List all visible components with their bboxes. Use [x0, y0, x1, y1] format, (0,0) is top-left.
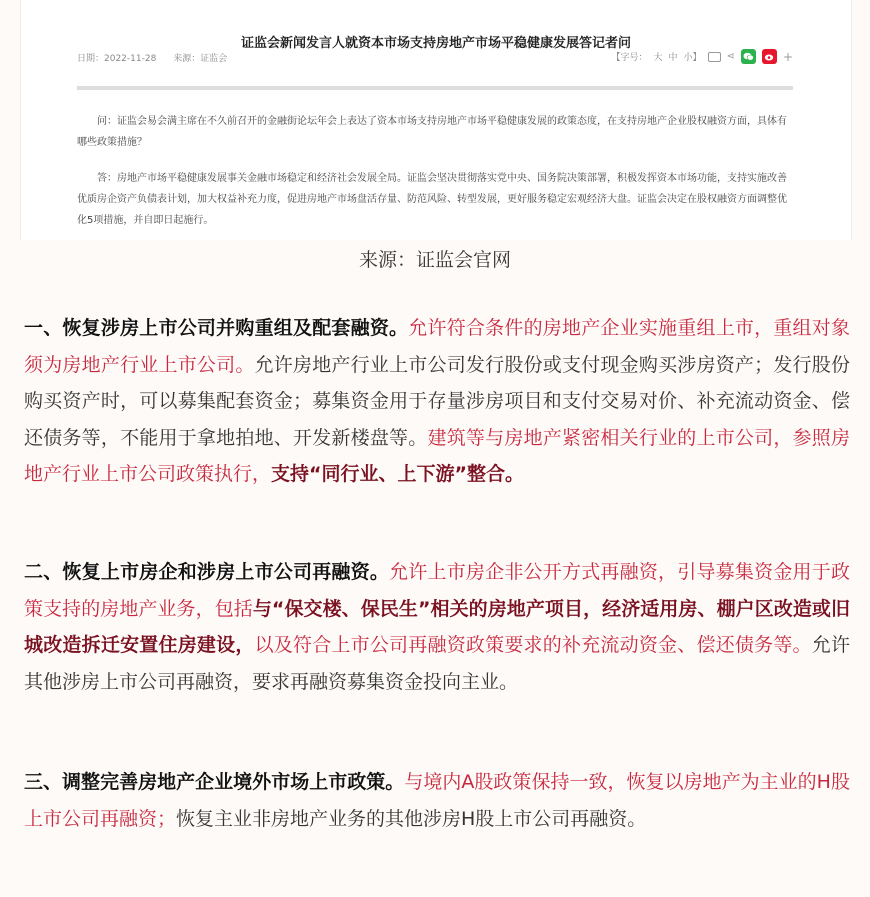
print-icon[interactable]	[708, 52, 721, 62]
share-icon[interactable]: ⋖	[726, 51, 735, 62]
font-large-button[interactable]: 大	[653, 53, 663, 63]
font-size-label: 【字号：	[611, 53, 648, 63]
title-divider	[77, 86, 793, 90]
weibo-icon[interactable]	[762, 49, 777, 64]
measure-paragraph-2	[24, 554, 850, 700]
question-paragraph: 问：证监会易会满主席在不久前召开的金融街论坛年会上表达了资本市场支持房地产市场平稳健康发展的政策态度，在支持房地产企业股权融资方面，具体有哪些政策措施？	[77, 116, 787, 148]
more-share-icon[interactable]: +	[782, 49, 793, 64]
measure-2-body: 允许其他涉房上市公司再融资，要求再融资募集资金投向主业。	[24, 634, 850, 693]
measure-paragraph-1	[24, 310, 850, 493]
measure-1-heading: 一、恢复涉房上市公司并购重组及配套融资。	[24, 317, 409, 339]
measure-3-heading: 三、调整完善房地产企业境外市场上市政策。	[24, 771, 405, 793]
measure-paragraph-3	[24, 764, 850, 837]
wechat-icon[interactable]	[741, 49, 756, 64]
font-small-button[interactable]: 小】	[683, 53, 702, 63]
screenshot-title: 证监会新闻发言人就资本市场支持房地产市场平稳健康发展答记者问	[240, 36, 631, 51]
article-date: 日期：2022-11-28	[77, 54, 157, 64]
answer-paragraph: 答：房地产市场平稳健康发展事关金融市场稳定和经济社会发展全局。证监会坚决贯彻落实党中央、国务院决策部署，积极发挥资本市场功能，支持实施改善优质房企资产负债表计划，加大权益补充力度，促进房地产市场盘活存量、防范风险、转型发展，更好服务稳定宏观经济大盘。证监会决定在股权融资方面调整优化5项措施，并自即日起施行。	[77, 173, 787, 226]
measure-3-highlight: 与境内A股政策保持一致，恢复以房地产为主业的H股上市公司再融资；	[24, 771, 850, 830]
measure-1-highlight: 允许符合条件的房地产企业实施重组上市，重组对象须为房地产行业上市公司。	[24, 317, 850, 376]
font-medium-button[interactable]: 中	[668, 53, 678, 63]
measure-3-body: 恢复主业非房地产业务的其他涉房H股上市公司再融资。	[176, 807, 647, 830]
article-meta	[77, 51, 241, 64]
measure-1-highlight-2: 建筑等与房地产紧密相关行业的上市公司，参照房地产行业上市公司政策执行，	[24, 426, 850, 485]
measure-1-emphasis: 支持“同行业、上下游”整合。	[271, 463, 524, 485]
image-caption: 来源：证监会官网	[358, 249, 511, 271]
measure-2-highlight-2: 以及符合上市公司再融资政策要求的补充流动资金、偿还债务等。	[254, 634, 812, 656]
article-source: 来源：证监会	[173, 54, 228, 64]
measure-1-body: 允许房地产行业上市公司发行股份或支付现金购买涉房资产；发行股份购买资产时，可以募集配套资金；募集资金用于存量涉房项目和支付交易对价、补充流动资金、偿还债务等，不能用于拿地拍地、开发新楼盘等。	[24, 353, 850, 449]
article-toolbar	[611, 49, 793, 64]
measure-2-heading: 二、恢复上市房企和涉房上市公司再融资。	[24, 561, 390, 583]
measure-2-emphasis: 与“保交楼、保民生”相关的房地产项目，经济适用房、棚户区改造或旧城改造拆迁安置住房建设，	[24, 597, 850, 656]
measure-2-highlight: 允许上市房企非公开方式再融资，引导募集资金用于政策支持的房地产业务，包括	[24, 561, 850, 620]
article-screenshot	[20, 0, 852, 240]
